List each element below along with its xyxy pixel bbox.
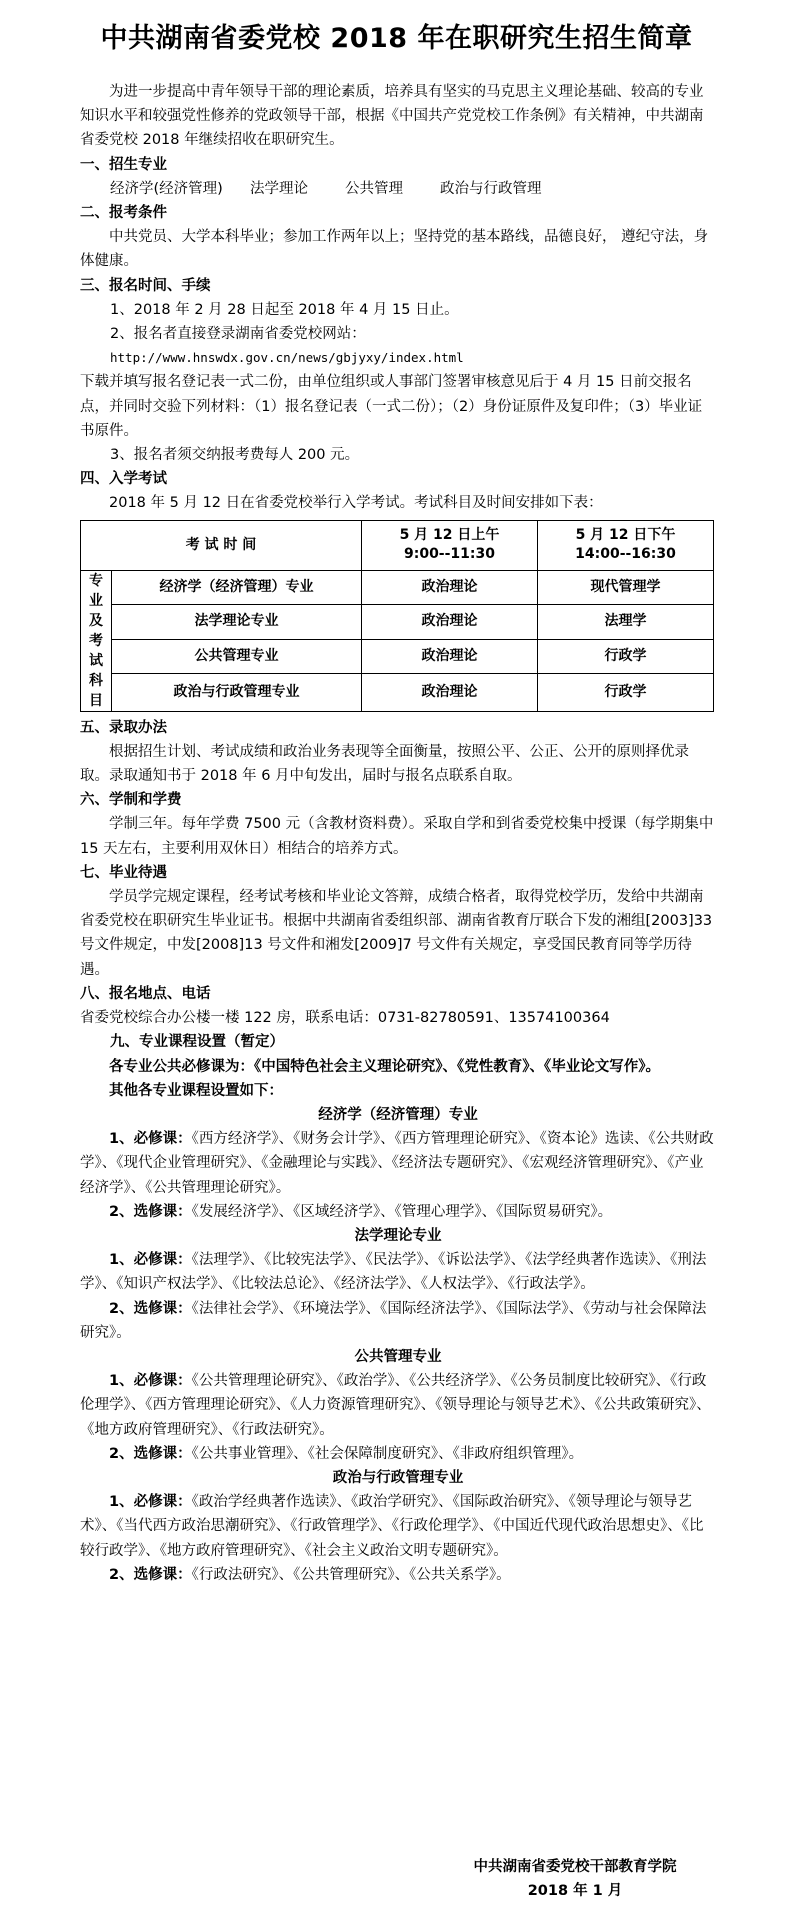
section-3-item-2: 2、报名者直接登录湖南省委党校网站： (110, 326, 366, 343)
signature-date: 2018 年 1 月 (527, 1883, 623, 1899)
major-item: 法学理论 (250, 180, 308, 197)
curriculum-elective: 2、选修课：《行政法研究》、《公共管理研究》、《公共关系学》。 (109, 1566, 511, 1583)
exam-am-subject: 政治理论 (362, 639, 538, 673)
section-3-item-1: 1、2018 年 2 月 28 日起至 2018 年 4 月 15 日止。 (110, 301, 459, 318)
majors-list (80, 177, 716, 201)
document-body (80, 80, 716, 1587)
exam-am-subject: 政治理论 (362, 605, 538, 639)
subjects-side-label: 专 业 及 考 试 科 目 (81, 570, 112, 711)
section-8-title: 八、报名地点、电话 (80, 985, 211, 1002)
major-item: 公共管理 (345, 180, 403, 197)
section-9-common-courses: 各专业公共必修课为：《中国特色社会主义理论研究》、《党性教育》、《毕业论文写作》。 (109, 1058, 660, 1075)
curriculum-elective: 2、选修课：《法律社会学》、《环境法学》、《国际经济法学》、《国际法学》、《劳动与社会保障法研究》。 (80, 1300, 707, 1341)
section-2-text: 中共党员、大学本科毕业；参加工作两年以上；坚持党的基本路线，品德良好， 遵纪守法，身体健康。 (80, 229, 709, 270)
exam-major-cell: 经济学（经济管理）专业 (112, 570, 362, 604)
section-7-text: 学员学完规定课程，经考试考核和毕业论文答辩，成绩合格者，取得党校学历，发给中共湖南省委党校在职研究生毕业证书。根据中共湖南省委组织部、湖南省教育厅联合下发的湘组[2003]33 号文件规定，中发[2008]13 号文件和湘发[2009]7 号文件有关规定，享受国民教育同等学历待遇。 (80, 889, 713, 978)
exam-am-subject: 政治理论 (362, 674, 538, 712)
section-7-title: 七、毕业待遇 (80, 864, 167, 881)
morning-session-header: 5 月 12 日上午 9:00--11:30 (362, 520, 538, 570)
section-5-title: 五、录取办法 (80, 719, 167, 736)
curriculum-major-title: 公共管理专业 (354, 1348, 442, 1365)
exam-major-cell: 政治与行政管理专业 (112, 674, 362, 712)
section-9-other-intro: 其他各专业课程设置如下： (109, 1082, 283, 1099)
section-3-download-text: 下载并填写报名登记表一式二份，由单位组织或人事部门签署审核意见后于 4 月 15 日前交报名点，并同时交验下列材料：（1）报名登记表（一式二份）；（2）身份证原件及复印件；（3）毕业证书原件。 (80, 374, 703, 439)
section-6-text: 学制三年。每年学费 7500 元（含教材资料费）。采取自学和到省委党校集中授课（每学期集中 15 天左右，主要利用双休日）相结合的培养方式。 (80, 816, 714, 857)
exam-major-cell: 法学理论专业 (112, 605, 362, 639)
exam-major-cell: 公共管理专业 (112, 639, 362, 673)
registration-url: http://www.hnswdx.gov.cn/news/gbjyxy/index.html (110, 350, 464, 366)
curriculum-major-title: 政治与行政管理专业 (332, 1469, 464, 1486)
section-6-title: 六、学制和学费 (80, 792, 182, 809)
section-4-title: 四、入学考试 (80, 471, 167, 488)
exam-schedule-table (80, 520, 714, 712)
section-2-title: 二、报考条件 (80, 205, 167, 222)
section-5-text: 根据招生计划、考试成绩和政治业务表现等全面衡量，按照公平、公正、公开的原则择优录取。录取通知书于 2018 年 6 月中旬发出，届时与报名点联系自取。 (80, 743, 689, 785)
curriculum-required: 1、必修课：《政治学经典著作选读》、《政治学研究》、《国际政治研究》、《领导理论与领导艺术》、《当代西方政治思潮研究》、《行政管理学》、《行政伦理学》、《中国近代现代政治思想史》、《比较行政学》、《地方政府管理研究》、《社会主义政治文明专题研究》。 (80, 1494, 704, 1559)
section-3-title: 三、报名时间、手续 (80, 277, 211, 294)
section-4-text: 2018 年 5 月 12 日在省委党校举行入学考试。考试科目及时间安排如下表： (109, 495, 603, 512)
major-item: 经济学(经济管理) (110, 180, 223, 197)
section-3-item-3: 3、报名者须交纳报考费每人 200 元。 (110, 447, 360, 464)
curriculum-required: 1、必修课：《公共管理理论研究》、《政治学》、《公共经济学》、《公务员制度比较研究》、《行政伦理学》、《西方管理理论研究》、《人力资源管理研究》、《领导理论与领导艺术》、《公共政策研究》、《地方政府管理研究》、《行政法研究》。 (80, 1373, 711, 1438)
afternoon-session-header: 5 月 12 日下午 14:00--16:30 (538, 520, 714, 570)
curriculum-required: 1、必修课：《西方经济学》、《财务会计学》、《西方管理理论研究》、《资本论》选读、《公共财政学》、《现代企业管理研究》、《金融理论与实践》、《经济法专题研究》、《宏观经济管理研究》、《产业经济学》、《公共管理理论研究》。 (80, 1131, 714, 1196)
section-8-text: 省委党校综合办公楼一楼 122 房，联系电话：0731-82780591、13574100364 (80, 1010, 610, 1027)
intro-paragraph: 为进一步提高中青年领导干部的理论素质，培养具有坚实的马克思主义理论基础、较高的专业知识水平和较强党性修养的党政领导干部，根据《中国共产党党校工作条例》有关精神，中共湖南省委党校 2018 年继续招收在职研究生。 (80, 84, 704, 149)
signature-block (455, 1855, 695, 1903)
exam-pm-subject: 法理学 (538, 605, 714, 639)
section-1-title: 一、招生专业 (80, 156, 167, 173)
exam-am-subject: 政治理论 (362, 570, 538, 604)
curriculum-elective: 2、选修课：《发展经济学》、《区域经济学》、《管理心理学》、《国际贸易研究》。 (109, 1203, 613, 1220)
curriculum-major-title: 法学理论专业 (354, 1227, 442, 1244)
curriculum-required: 1、必修课：《法理学》、《比较宪法学》、《民法学》、《诉讼法学》、《法学经典著作选读》、《刑法学》、《知识产权法学》、《比较法总论》、《经济法学》、《人权法学》、《行政法学》。 (80, 1252, 707, 1293)
curriculum-elective: 2、选修课：《公共事业管理》、《社会保障制度研究》、《非政府组织管理》。 (109, 1445, 584, 1462)
section-9-title: 九、专业课程设置（暂定） (110, 1034, 284, 1051)
exam-pm-subject: 现代管理学 (538, 570, 714, 604)
signature-organization: 中共湖南省委党校干部教育学院 (473, 1859, 677, 1875)
major-item: 政治与行政管理 (440, 180, 542, 197)
exam-pm-subject: 行政学 (538, 639, 714, 673)
exam-time-header: 考 试 时 间 (81, 520, 362, 570)
curriculum-major-title: 经济学（经济管理）专业 (318, 1106, 478, 1123)
document-title: 中共湖南省委党校 2018 年在职研究生招生简章 (100, 23, 693, 54)
exam-pm-subject: 行政学 (538, 674, 714, 712)
